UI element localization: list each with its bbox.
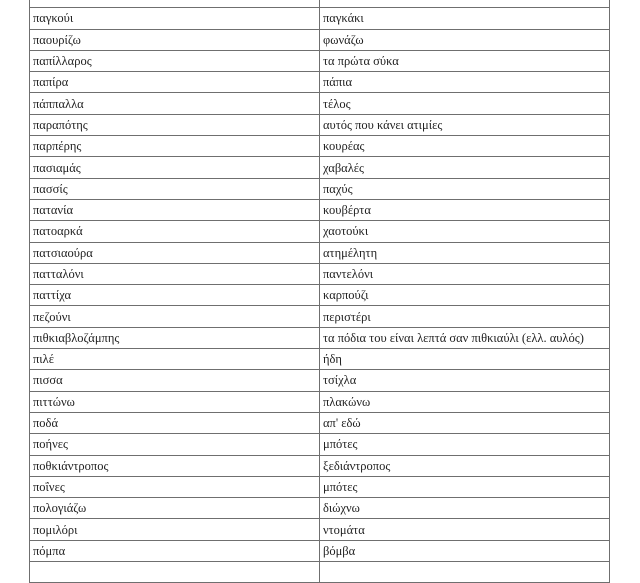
- table-row: [30, 0, 610, 8]
- standard-word-cell: βόμβα: [320, 540, 610, 561]
- standard-word-cell: [320, 0, 610, 8]
- standard-word-cell: κουβέρτα: [320, 199, 610, 220]
- glossary-table: [29, 0, 610, 583]
- dialect-word-cell: πατταλόνι: [30, 263, 320, 284]
- standard-word-cell: τέλος: [320, 93, 610, 114]
- standard-word-cell: διώχνω: [320, 498, 610, 519]
- standard-word-cell: τα πρώτα σύκα: [320, 50, 610, 71]
- standard-word-cell: παντελόνι: [320, 263, 610, 284]
- table-row: [30, 157, 610, 178]
- standard-word-cell: τσίχλα: [320, 370, 610, 391]
- standard-word-cell: πάπια: [320, 72, 610, 93]
- table-row: [30, 306, 610, 327]
- dialect-word-cell: παττίχα: [30, 285, 320, 306]
- table-row: [30, 8, 610, 29]
- dialect-word-cell: πομιλόρι: [30, 519, 320, 540]
- table-row: [30, 434, 610, 455]
- dialect-word-cell: πιττώνω: [30, 391, 320, 412]
- dialect-word-cell: πόμπα: [30, 540, 320, 561]
- table-row: [30, 519, 610, 540]
- dialect-word-cell: παπίρα: [30, 72, 320, 93]
- standard-word-cell: [320, 562, 610, 583]
- dialect-word-cell: παρπέρης: [30, 136, 320, 157]
- table-row: [30, 263, 610, 284]
- standard-word-cell: ήδη: [320, 349, 610, 370]
- dialect-word-cell: πολογιάζω: [30, 498, 320, 519]
- table-row: [30, 370, 610, 391]
- dialect-word-cell: πιλέ: [30, 349, 320, 370]
- standard-word-cell: χαοτούκι: [320, 221, 610, 242]
- standard-word-cell: χαβαλές: [320, 157, 610, 178]
- table-row: [30, 50, 610, 71]
- dialect-word-cell: παουρίζω: [30, 29, 320, 50]
- standard-word-cell: ντομάτα: [320, 519, 610, 540]
- dialect-word-cell: ποδά: [30, 412, 320, 433]
- dialect-word-cell: πατσιαούρα: [30, 242, 320, 263]
- standard-word-cell: περιστέρι: [320, 306, 610, 327]
- dialect-word-cell: παραπότης: [30, 114, 320, 135]
- standard-word-cell: ξεδιάντροπος: [320, 455, 610, 476]
- table-row: [30, 498, 610, 519]
- table-row: [30, 178, 610, 199]
- table-row: [30, 412, 610, 433]
- dialect-word-cell: πισσα: [30, 370, 320, 391]
- standard-word-cell: αυτός που κάνει ατιμίες: [320, 114, 610, 135]
- dialect-word-cell: παπίλλαρος: [30, 50, 320, 71]
- standard-word-cell: καρπούζι: [320, 285, 610, 306]
- standard-word-cell: παχύς: [320, 178, 610, 199]
- dialect-word-cell: ποήνες: [30, 434, 320, 455]
- standard-word-cell: παγκάκι: [320, 8, 610, 29]
- standard-word-cell: απ' εδώ: [320, 412, 610, 433]
- standard-word-cell: φωνάζω: [320, 29, 610, 50]
- table-row: [30, 114, 610, 135]
- dialect-word-cell: πεζούνι: [30, 306, 320, 327]
- dialect-word-cell: [30, 562, 320, 583]
- table-row: [30, 93, 610, 114]
- table-row: [30, 285, 610, 306]
- table-row: [30, 391, 610, 412]
- standard-word-cell: μπότες: [320, 434, 610, 455]
- table-row: [30, 221, 610, 242]
- dialect-word-cell: πατανία: [30, 199, 320, 220]
- dialect-word-cell: πατοαρκά: [30, 221, 320, 242]
- table-row: [30, 199, 610, 220]
- table-row: [30, 455, 610, 476]
- table-row: [30, 242, 610, 263]
- table-row: [30, 349, 610, 370]
- standard-word-cell: μπότες: [320, 476, 610, 497]
- dialect-word-cell: ποΐνες: [30, 476, 320, 497]
- standard-word-cell: κουρέας: [320, 136, 610, 157]
- standard-word-cell: πλακώνω: [320, 391, 610, 412]
- table-row: [30, 476, 610, 497]
- table-row: [30, 29, 610, 50]
- dialect-word-cell: πασσίς: [30, 178, 320, 199]
- dialect-word-cell: πασιαμάς: [30, 157, 320, 178]
- table-row: [30, 136, 610, 157]
- dialect-word-cell: πιθκιαβλοζάμπης: [30, 327, 320, 348]
- table-row: [30, 540, 610, 561]
- dialect-word-cell: παγκούι: [30, 8, 320, 29]
- table-row: [30, 562, 610, 583]
- glossary-table-body: [30, 0, 610, 583]
- dialect-word-cell: [30, 0, 320, 8]
- table-row: [30, 72, 610, 93]
- standard-word-cell: ατημέλητη: [320, 242, 610, 263]
- table-row: [30, 327, 610, 348]
- standard-word-cell: τα πόδια του είναι λεπτά σαν πιθκιαύλι (ελλ. αυλός): [320, 327, 610, 348]
- dialect-word-cell: ποθκιάντροπος: [30, 455, 320, 476]
- dialect-word-cell: πάππαλλα: [30, 93, 320, 114]
